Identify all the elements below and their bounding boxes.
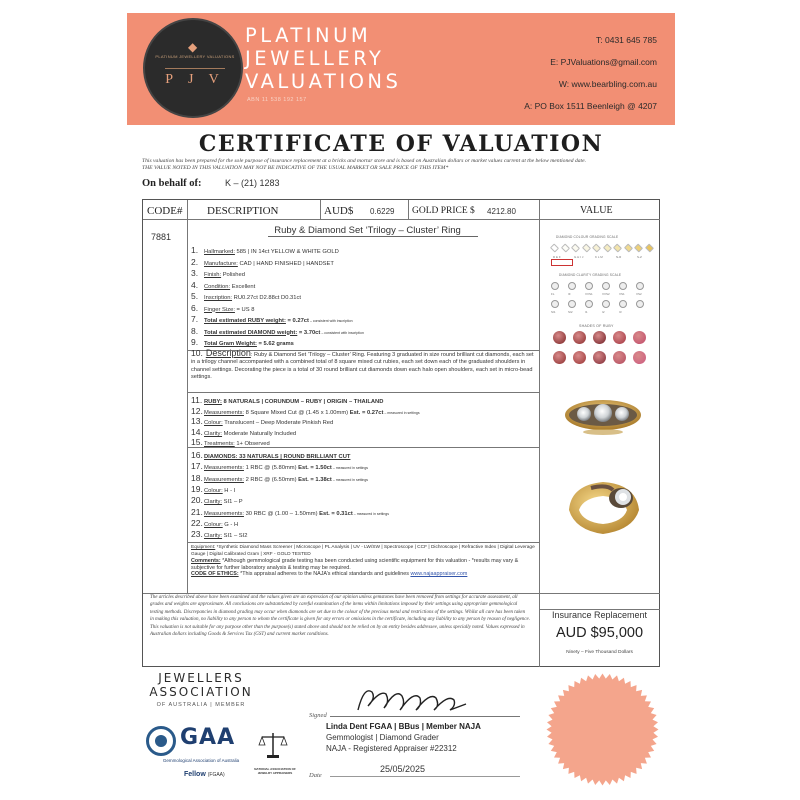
clarity-grade-label: VVS1	[585, 292, 593, 296]
spec-row	[191, 416, 333, 426]
spec-row-value: 2 RBC @ (6.50mm)	[243, 476, 299, 483]
spec-row-label: DIAMONDS: 33 NATURALS | ROUND BRILLIANT CUT	[204, 454, 351, 460]
description-label: Description	[205, 348, 251, 358]
spec-row-label: Inscription:	[204, 295, 233, 301]
colour-grade-label: S-Z	[637, 255, 642, 259]
spec-row-label: Clarity:	[204, 533, 223, 540]
clarity-grade-label: SI2	[568, 310, 573, 314]
spec-row-label: Colour:	[204, 420, 223, 427]
row-divider-4	[187, 542, 539, 543]
spec-row	[191, 484, 235, 494]
spec-row-label: Condition:	[204, 283, 231, 290]
contact-phone: T: 0431 645 785	[596, 35, 657, 45]
spec-row-number: 2.	[191, 256, 199, 267]
ruby-shade-swatch	[633, 331, 646, 344]
spec-row-number: 3.	[191, 268, 199, 278]
spec-row-number: 17.	[191, 461, 203, 472]
spec-row-number: 4.	[191, 279, 199, 290]
spec-row-note: – consistent with inscription	[320, 330, 364, 335]
pjv-logo	[143, 18, 243, 118]
contact-email[interactable]: E: PJValuations@gmail.com	[550, 57, 657, 67]
spec-row-value: 30 RBC @ (1.00 – 1.50mm)	[243, 510, 320, 517]
clarity-grade-label: I3	[619, 310, 622, 314]
item-title-underline	[268, 236, 478, 237]
colour-grade-label: N-R	[616, 255, 622, 259]
spec-row-value: Excellent	[230, 283, 256, 290]
spec-row	[191, 314, 353, 324]
spec-row-number: 14.	[191, 426, 203, 437]
spec-row-value: H - I	[222, 487, 236, 494]
date-line	[330, 776, 520, 777]
aud-rate: 0.6229	[370, 207, 395, 216]
ring-photo-top	[563, 390, 643, 440]
ja-membership: OF AUSTRALIA | MEMBER	[156, 702, 246, 708]
comments-label: Comments:	[191, 558, 221, 565]
spec-row-number: 18.	[191, 472, 203, 483]
ruby-shade-swatch	[573, 331, 586, 344]
spec-row-number: 23.	[191, 529, 203, 540]
gaa-logo-text: GAA	[180, 725, 236, 750]
equipment-label: Equipment:	[191, 545, 216, 550]
intro-line-1: This valuation has been prepared for the sole purpose of insurance replacement at a bricks and mortar store and is based on Australian dollars or market values current at the below mentioned date.	[142, 158, 586, 164]
naja-link[interactable]: www.najaappraiser.com	[410, 571, 468, 578]
col-header-code: CODE#	[147, 205, 183, 217]
spec-row-number: 13.	[191, 416, 203, 427]
colour-grade-swatch	[613, 243, 622, 252]
colour-grade-swatch	[644, 243, 653, 252]
clarity-grade-label: VVS2	[602, 292, 610, 296]
colour-grade-swatch	[602, 243, 611, 252]
logo-divider	[165, 68, 225, 69]
clarity-grade-diagram	[551, 300, 559, 308]
ruby-shades-title: SHADES OF RUBY	[579, 324, 614, 328]
clarity-grade-diagram	[636, 300, 644, 308]
clarity-grade-label: FL	[551, 292, 555, 296]
spec-row-number: 6.	[191, 302, 199, 313]
spec-row-number: 7.	[191, 314, 199, 324]
spec-row-value: CAD | HAND FINISHED | HANDSET	[237, 260, 334, 267]
header-divider	[143, 219, 660, 220]
date-label: Date	[309, 772, 322, 779]
spec-row-label: Finger Size:	[204, 306, 235, 313]
aud-divider	[320, 200, 321, 219]
valuer-registration: NAJA - Registered Appraiser #22312	[326, 744, 457, 753]
on-behalf-label: On behalf of:	[142, 178, 202, 189]
spec-row	[191, 303, 254, 313]
spec-row-number: 5.	[191, 291, 199, 301]
spec-row	[191, 427, 296, 437]
naja-scales-icon	[258, 730, 288, 760]
handwritten-signature	[350, 680, 470, 718]
letterhead-banner	[127, 13, 675, 125]
clarity-grade-diagram	[568, 300, 576, 308]
spec-row-number: 22.	[191, 517, 203, 528]
spec-row-label: Total estimated RUBY weight:	[204, 318, 286, 324]
col-header-aud: AUD$	[324, 205, 354, 217]
clarity-scale-title: DIAMOND CLARITY GRADING SCALE	[559, 273, 622, 277]
valuer-role: Gemmologist | Diamond Grader	[326, 733, 439, 742]
ruby-shade-swatch	[633, 351, 646, 364]
spec-row-number: 9.	[191, 337, 199, 347]
spec-row-value: = 0.27ct	[285, 318, 309, 324]
clarity-grade-label: VS2	[636, 292, 642, 296]
spec-row-label: Finish:	[204, 272, 222, 278]
spec-row-label: Colour:	[204, 521, 223, 528]
spec-row	[191, 395, 383, 405]
description-text: : Ruby & Diamond Set ‘Trilogy – Cluster’ Ring. Featuring 3 graduated in size round brilliant cut diamonds, each set in a trilogy channel accompanied with a combined total of 8 square mixed cut rubies, each set down each of the graduated shoulders in channel settings. Decorating the piece is a total of 30 round brilliant cut diamonds down each halo open shoulders, each set in micro-bead settings.	[191, 352, 534, 381]
description-number: 10.	[191, 348, 203, 358]
fellow-badge	[184, 771, 225, 778]
clarity-grade-diagram	[551, 282, 559, 290]
spec-row	[191, 406, 420, 416]
ruby-shade-swatch	[553, 331, 566, 344]
ja-line-1: JEWELLERS	[158, 671, 244, 685]
clarity-grade-diagram	[619, 282, 627, 290]
diamond-icon: ◆	[188, 40, 198, 54]
spec-row-estimate: Est. = 1.38ct	[298, 476, 332, 483]
spec-row-estimate: Est. = 0.27ct	[349, 409, 384, 416]
spec-row	[191, 326, 364, 336]
disclaimer-text: The articles described above have been examined and the values given are an expression of our opinion unless gemstones have been removed from settings for accurate assessment, all grades and weights are approximate. All conclusions are substantiated by careful examination of the items within limitations imposed by their settings using appropriate gemmological testing methods. Discrepancies in diamond grading may occur when diamonds are set due to the colour of the precious metal and restrictions of the settings. Whilst all care has been taken in making this valuation, no liability to any person to whom the certificate is given for any errors or omissions in the certificate, including any liability to any person by reason of negligence. This valuation is not suitable for any purpose other than the purpose(s) stated above and should not be relied on by an entity besides addressee, unless specially noted. Values expressed in Australian dollars including Goods & Services Tax (GST) and current market conditions.	[150, 595, 530, 638]
spec-row-label: Hallmarked:	[204, 249, 235, 255]
spec-row-number: 12.	[191, 405, 203, 416]
spec-row-number: 11.	[191, 395, 203, 405]
clarity-grade-label: SI1	[551, 310, 556, 314]
spec-row-note: – measured in settings	[331, 477, 369, 482]
logo-ring-text: PLATINUM JEWELLERY VALUATIONS	[155, 54, 235, 59]
code-column-divider	[187, 200, 188, 593]
logo-initials: P J V	[165, 72, 225, 87]
contact-website[interactable]: W: www.bearbling.com.au	[558, 79, 657, 89]
spec-row-label: Measurements:	[204, 476, 244, 483]
colour-scale-title: DIAMOND COLOUR GRADING SCALE	[556, 235, 619, 239]
fellow-label: Fellow	[184, 771, 206, 778]
spec-row-number: 16.	[191, 450, 203, 460]
spec-row-value: SI1 – SI2	[222, 533, 248, 540]
spec-row-value: 8 NATURALS | CORUNDUM – RUBY | ORIGIN – THAILAND	[221, 399, 384, 405]
spec-row	[191, 268, 245, 278]
clarity-grade-diagram	[568, 282, 576, 290]
ethics-text: *This appraisal adheres to the NAJA’s ethical standards and guidelines	[238, 571, 411, 578]
spec-row-value: RU0.27ct D2.88ct D0.31ct	[232, 295, 301, 301]
spec-row	[191, 280, 255, 290]
spec-row-value: Moderate Naturally Included	[222, 430, 297, 437]
ruby-shade-swatch	[613, 351, 626, 364]
item-code: 7881	[151, 232, 172, 242]
clarity-grade-diagram	[619, 300, 627, 308]
ruby-shade-swatch	[573, 351, 586, 364]
spec-row-number: 8.	[191, 325, 199, 336]
spec-row-estimate: Est. = 0.31ct	[319, 510, 353, 517]
spec-row-label: Clarity:	[204, 499, 223, 506]
colour-grade-swatch	[581, 243, 590, 252]
ruby-shade-swatch	[553, 351, 566, 364]
spec-row-number: 20.	[191, 495, 203, 506]
clarity-grade-diagram	[585, 300, 593, 308]
equipment-block	[191, 545, 539, 578]
clarity-grade-label: I1	[585, 310, 588, 314]
abn-number: ABN 11 538 192 157	[247, 97, 307, 103]
value-column-divider	[539, 200, 540, 667]
spec-row-value: 8 Square Mixed Cut @ (1.45 x 1.00mm)	[243, 409, 350, 416]
spec-row-label: Treatments:	[204, 441, 235, 448]
colour-grade-label: D E F	[553, 255, 561, 259]
spec-row-label: RUBY:	[204, 399, 222, 405]
spec-row-label: Colour:	[204, 487, 223, 494]
ring-photo-side	[561, 470, 646, 540]
colour-grade-swatch	[623, 243, 632, 252]
ja-line-2: ASSOCIATION	[149, 685, 253, 699]
ethics-label: CODE OF ETHICS:	[191, 571, 239, 578]
item-title: Ruby & Diamond Set ‘Trilogy – Cluster’ Ring	[274, 225, 461, 236]
col-header-description: DESCRIPTION	[207, 205, 279, 217]
brand-line-1: PLATINUM	[245, 24, 372, 47]
seal-shape	[547, 674, 659, 786]
spec-row	[191, 518, 238, 528]
spec-row	[191, 495, 243, 505]
spec-row-number: 19.	[191, 483, 203, 494]
clarity-grade-diagram	[636, 282, 644, 290]
insurance-amount-words: Ninety – Five Thousand Dollars	[566, 650, 633, 655]
clarity-grade-diagram	[585, 282, 593, 290]
valuation-date: 25/05/2025	[380, 764, 426, 774]
insurance-amount: AUD $95,000	[555, 625, 644, 641]
clarity-grade-diagram	[602, 300, 610, 308]
spec-row	[191, 245, 339, 255]
colour-highlight-box	[551, 259, 573, 266]
contact-address: A: PO Box 1511 Beenleigh @ 4207	[524, 101, 657, 111]
colour-grade-swatch	[592, 243, 601, 252]
spec-row-value: 1 RBC @ (5.80mm)	[243, 465, 299, 472]
equipment-text: *Synthetic Diamond Mass Screener | Microscope | PL Analysis | UV - LW/SW | Spectroscope | CCF | Dichroscope | Refractive Index | Digital Leverage Gauge | Digital Calibrated Gram | XRF - GOLD TESTED	[191, 545, 535, 557]
spec-row	[191, 461, 368, 471]
spec-row-note: – measured in settings	[352, 511, 389, 516]
spec-row-label: Total Gram Weight:	[204, 341, 257, 347]
embossed-seal	[545, 672, 660, 787]
spec-row-number: 1.	[191, 245, 199, 255]
spec-row-value: G - H	[222, 521, 239, 528]
ruby-shade-swatch	[613, 331, 626, 344]
spec-row-value: 1+ Observed	[234, 441, 270, 448]
ruby-shade-swatch	[593, 331, 606, 344]
gaa-full-name: Gemmological Association of Australia	[162, 758, 240, 763]
row-divider-2	[187, 392, 539, 393]
spec-row-label: Clarity:	[204, 430, 223, 437]
colour-grade-label: K L M	[595, 255, 603, 259]
spec-row-value: = 5.62 grams	[256, 341, 294, 347]
signed-label: Signed	[309, 712, 327, 719]
spec-row	[191, 507, 389, 517]
col-header-value: VALUE	[580, 205, 613, 216]
spec-row	[191, 437, 270, 447]
on-behalf-value: K – (21) 1283	[225, 178, 280, 188]
brand-line-3: VALUATIONS	[245, 70, 402, 93]
colour-grade-swatch	[550, 243, 559, 252]
brand-line-2: JEWELLERY	[245, 47, 385, 70]
intro-text	[142, 158, 662, 172]
spec-row	[191, 257, 334, 267]
comments-text: *Although gemmological grade testing has been conducted using scientific equipment for this valuation - *results may vary & subjective for further laboratory analysis & testing may be required.	[191, 558, 519, 571]
jewellers-association-logo	[146, 671, 256, 699]
insurance-label: Insurance Replacement	[551, 610, 648, 620]
gold-price: 4212.80	[487, 207, 516, 216]
signature-line	[330, 716, 520, 717]
spec-row-note: – consistent with inscription	[308, 319, 353, 323]
spec-row-value: Polished	[221, 272, 245, 278]
spec-row-label: Measurements:	[204, 465, 244, 472]
gaa-emblem-icon	[146, 726, 176, 756]
spec-row	[191, 450, 350, 460]
colour-grade-label: G H I J	[574, 255, 584, 259]
clarity-grade-label: IF	[568, 292, 571, 296]
colour-grade-swatch	[560, 243, 569, 252]
description-block	[191, 350, 539, 382]
spec-row-value: = US 8	[234, 306, 255, 313]
spec-row-label: Manufacture:	[204, 260, 238, 267]
spec-row-estimate: Est. = 1.50ct	[298, 465, 332, 472]
spec-row-note: – measured in settings	[383, 410, 420, 415]
spec-row-number: 21.	[191, 506, 203, 517]
spec-row-label: Measurements:	[204, 510, 244, 517]
colour-grade-swatch	[634, 243, 643, 252]
fellow-sub: (FGAA)	[207, 772, 225, 778]
clarity-grade-label: VS1	[619, 292, 625, 296]
col-header-gold: GOLD PRICE $	[412, 206, 475, 216]
spec-row-label: Measurements:	[204, 409, 244, 416]
intro-line-2: THE VALUE NOTED IN THIS VALUATION MAY NOT BE INDICATIVE OF THE USUAL MARKET OR SALE PRICE OF THIS ITEM*	[142, 165, 449, 171]
brand-name	[245, 24, 401, 93]
ruby-shade-swatch	[593, 351, 606, 364]
spec-row	[191, 529, 248, 539]
spec-row-value: Translucent – Deep Moderate Pinkish Red	[222, 420, 334, 427]
spec-row-number: 15.	[191, 437, 203, 448]
naja-name: NATIONAL ASSOCIATION OF JEWELRY APPRAISERS	[254, 767, 296, 775]
spec-row	[191, 473, 368, 483]
spec-row-value: = 3.70ct	[297, 329, 321, 336]
valuer-name: Linda Dent FGAA | BBus | Member NAJA	[326, 722, 481, 731]
clarity-grade-label: I2	[602, 310, 605, 314]
spec-row-value: 585 | IN 14ct YELLOW & WHITE GOLD	[234, 249, 339, 255]
clarity-grade-diagram	[602, 282, 610, 290]
certificate-title: CERTIFICATE OF VALUATION	[198, 131, 604, 157]
spec-row	[191, 291, 301, 301]
spec-row-value: SI1 – P	[222, 499, 243, 506]
spec-row-note: – measured in settings	[331, 466, 369, 471]
spec-row-label: Total estimated DIAMOND weight:	[204, 329, 298, 336]
colour-grade-swatch	[571, 243, 580, 252]
spec-row	[191, 337, 294, 347]
gold-divider	[408, 200, 409, 219]
